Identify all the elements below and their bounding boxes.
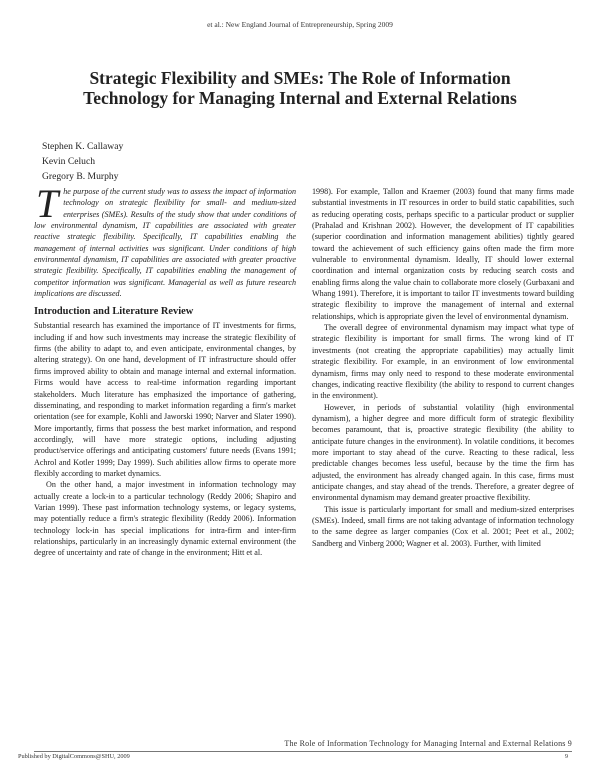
body-paragraph: Substantial research has examined the importance of IT investments for firms, including if and how such investments may increase the strategic flexibility of firms (the ability to adapt to, and even anticipate, environmental changes, by altering strategy). On one hand, development of IT infrastructure should offer firms improved ability to obtain and manage internal and external information. Firms would have access to real-time information regarding important stakeholders. Much literature has emphasized the importance of gathering, disseminating, and responding to market information regarding a firm's market orientation (see for example, Kohli and Jaworski 1990; Narver and Slater 1990). More importantly, firms that possess the best market information, and respond accordingly, will have more strategic options, including adjusting product/service offerings and anticipating customers' future needs (Evans 1991; Achrol and Kotler 1999; Day 1999). Such abilities allow firms to operate more flexibly according to market dynamics. <box>34 321 296 478</box>
title-line-1: Strategic Flexibility and SMEs: The Role of Information <box>89 68 511 88</box>
article-title <box>40 68 560 108</box>
body-paragraph: 1998). For example, Tallon and Kraemer (2003) found that many firms made substantial investments in IT resources in order to build static capabilities, such as reducing operating costs, perhaps specific to a particular product or supplier (Prahalad and Krishnan 2002). However, the development of IT capabilities (superior coordination and information management abilities) tightly geared toward the achievement of such efficiency gains often made the firm more vulnerable to environmental dynamism. Ideally, IT should lower external coordination and internal organization costs by reducing search costs and enabling firms along the value chain to collaborate more closely (Gurbaxani and Whang 1991). Therefore, it is important to tailor IT investments toward building strategic flexibility to improve the management of internal and external relationships, which is appropriate given the level of environmental dynamism. <box>312 187 574 321</box>
running-head: et al.: New England Journal of Entrepreneurship, Spring 2009 <box>207 20 393 29</box>
section-heading: Introduction and Literature Review <box>34 306 194 318</box>
abstract <box>34 181 296 299</box>
footer-divider <box>34 751 572 752</box>
body-paragraph: This issue is particularly important for small and medium-sized enterprises (SMEs). Indeed, small firms are not taking advantage of information technology to the same degree as larger companies (Cox et al. 2001; Peet et al., 2002; Sandberg and Vinberg 2000; Wagner et al. 2003). Further, with limited <box>312 504 574 548</box>
body-paragraph: The overall degree of environmental dynamism may impact what type of strategic flexibility is important for small firms. The wrong kind of IT investments (not creating the appropriate capabilities) may actually limit strategic flexibility. For example, in an environment of low environmental dynamism, firms may only need to respond to these moderate environmental changes, indicating reactive flexibility (the ability to respond to current changes in the environment). <box>312 323 574 401</box>
author: Gregory B. Murphy <box>42 171 119 182</box>
abstract-text: he purpose of the current study was to assess the impact of information technology on strategic flexibility for small- and medium-sized enterprises (SMEs). Results of the study show that under conditions of low environmental dynamism, IT capabilities are associated with greater reactive strategic flexibility. Specifically, IT capabilities enabling the management of internal activities was significant. Under conditions of high environmental dynamism, IT capabilities are associated with greater proactive strategic flexibility. Specifically, IT capabilities enabling the management of competitor information was significant. Managerial as well as future research implications are discussed. <box>34 187 296 299</box>
body-paragraph: On the other hand, a major investment in information technology may actually create a lock-in to a particular technology (Reddy 2006; Shapiro and Varian 1999). These past information technology systems, or legacy systems, may potentially reduce a firm's strategic flexibility (Reddy 2006). Information technology lock-in has special implications for intra-firm and inter-firm relationships, particularly in an increasingly dynamic external environment (the degree of uncertainty and rate of change in the environment; Hitt et al. <box>34 480 296 558</box>
right-column <box>312 186 574 549</box>
abstract-dropcap: T <box>36 181 59 226</box>
author-list <box>42 139 123 184</box>
left-column <box>34 181 296 559</box>
body-paragraph: However, in periods of substantial volatility (high environmental dynamism), a higher degree and more difficult form of strategic flexibility becomes paramount, that is, proactive strategic flexibility (the ability to anticipate future changes in the environment). In volatile conditions, it becomes more important to stay ahead of the curve. Reacting to these radical, less predictable changes becomes less useful, because by the time the firm has adjusted, the environment has already changed again. In this case, firms must anticipate changes, and stay ahead of the trends. Therefore, a greater degree of environmental dynamism may demand greater proactive flexibility. <box>312 402 574 503</box>
footer-article-title: The Role of Information Technology for Managing Internal and External Relations 9 <box>284 739 572 748</box>
footer-publisher: Published by DigitalCommons@SHU, 2009 <box>18 753 130 760</box>
title-line-2: Technology for Managing Internal and External Relations <box>83 88 517 108</box>
author: Kevin Celuch <box>42 156 96 167</box>
author: Stephen K. Callaway <box>42 141 124 152</box>
footer-page-number: 9 <box>564 753 568 760</box>
